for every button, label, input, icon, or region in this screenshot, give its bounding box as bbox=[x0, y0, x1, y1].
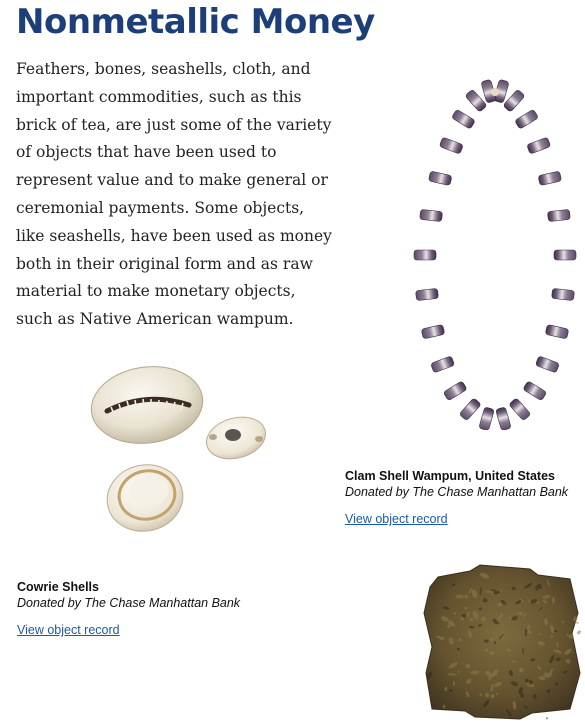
intro-line: brick of tea, are just some of the variety bbox=[16, 115, 332, 134]
wampum-bead bbox=[439, 137, 463, 154]
wampum-knot bbox=[491, 88, 499, 96]
cowrie-image bbox=[85, 355, 275, 545]
wampum-bead bbox=[451, 109, 475, 129]
intro-line: like seashells, have been used as money bbox=[16, 226, 332, 245]
wampum-bead bbox=[496, 407, 512, 430]
wampum-bead bbox=[479, 407, 495, 430]
tea-brick-illustration bbox=[420, 563, 585, 721]
intro-line: represent value and to make general or bbox=[16, 171, 328, 190]
intro-line: ceremonial payments. Some objects, bbox=[16, 198, 305, 217]
wampum-bead bbox=[515, 109, 539, 129]
wampum-bead bbox=[527, 137, 551, 154]
intro-line: material to make monetary objects, bbox=[16, 282, 296, 301]
wampum-bead bbox=[509, 398, 531, 421]
cowrie-shells-illustration bbox=[85, 355, 275, 545]
wampum-caption bbox=[345, 468, 568, 527]
wampum-bead bbox=[421, 324, 445, 339]
wampum-title: Clam Shell Wampum, United States bbox=[345, 469, 555, 483]
intro-paragraph bbox=[16, 56, 332, 334]
tea-texture-fleck bbox=[546, 717, 549, 720]
wampum-bead bbox=[523, 381, 547, 401]
wampum-bead bbox=[420, 209, 443, 221]
wampum-bead bbox=[414, 250, 436, 260]
wampum-object-record-link[interactable]: View object record bbox=[345, 512, 448, 526]
cowrie-object-record-link[interactable]: View object record bbox=[17, 623, 120, 637]
wampum-bead bbox=[547, 209, 570, 221]
intro-line: important commodities, such as this bbox=[16, 87, 302, 106]
wampum-bead bbox=[552, 288, 575, 300]
tea-texture-fleck bbox=[576, 630, 582, 635]
wampum-bead bbox=[428, 171, 452, 186]
wampum-bead bbox=[535, 356, 559, 373]
intro-line: of objects that have been used to bbox=[16, 143, 277, 162]
wampum-bead bbox=[554, 250, 576, 260]
intro-line: such as Native American wampum. bbox=[16, 310, 294, 329]
cowrie-donor: Donated by The Chase Manhattan Bank bbox=[17, 596, 241, 610]
tea-brick-image bbox=[420, 563, 585, 721]
cowrie-caption bbox=[17, 579, 240, 638]
tea-texture-fleck bbox=[511, 661, 517, 663]
page-title: Nonmetallic Money bbox=[16, 2, 375, 42]
cowrie-title: Cowrie Shells bbox=[17, 580, 99, 594]
wampum-donor: Donated by The Chase Manhattan Bank bbox=[345, 485, 569, 499]
wampum-necklace-illustration bbox=[400, 70, 580, 430]
wampum-bead bbox=[443, 381, 467, 401]
wampum-bead bbox=[545, 324, 569, 339]
tea-texture-fleck bbox=[467, 611, 469, 618]
intro-line: Feathers, bones, seashells, cloth, and bbox=[16, 60, 311, 78]
wampum-bead bbox=[416, 288, 439, 300]
wampum-image bbox=[400, 70, 580, 430]
intro-line: both in their original form and as raw bbox=[16, 254, 313, 273]
wampum-bead bbox=[538, 171, 562, 186]
wampum-bead bbox=[459, 398, 481, 421]
wampum-bead bbox=[431, 356, 455, 373]
